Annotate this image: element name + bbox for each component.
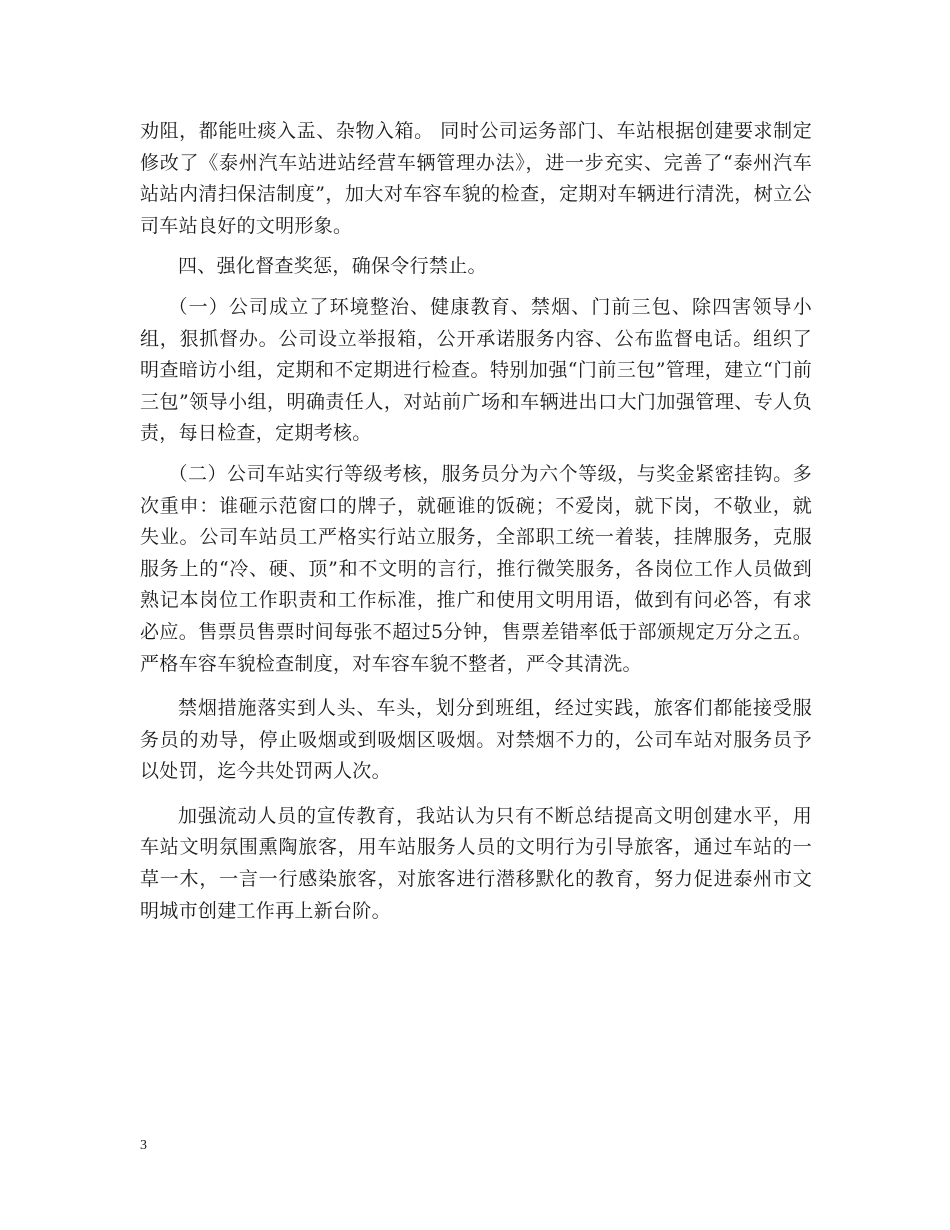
- paragraph-item-one: （一）公司成立了环境整治、健康教育、禁烟、门前三包、除四害领导小组，狠抓督办。公司设立举报箱，公开承诺服务内容、公布监督电话。组织了明查暗访小组，定期和不定期进行检查。特别加强“门前三包”管理，建立“门前三包”领导小组，明确责任人，对站前广场和车辆进出口大门加强管理、专人负责，每日检查，定期考核。: [140, 295, 812, 445]
- paragraph-smoking-ban: 禁烟措施落实到人头、车头，划分到班组，经过实践，旅客们都能接受服务员的劝导，停止吸烟或到吸烟区吸烟。对禁烟不力的，公司车站对服务员予以处罚，迄今共处罚两人次。: [140, 697, 812, 783]
- paragraph-item-two: （二）公司车站实行等级考核，服务员分为六个等级，与奖金紧密挂钩。多次重申：谁砸示范窗口的牌子，就砸谁的饭碗；不爱岗，就下岗，不敬业，就失业。公司车站员工严格实行站立服务，全部职工统一着装，挂牌服务，克服服务上的“冷、硬、顶”和不文明的言行，推行微笑服务，各岗位工作人员做到熟记本岗位工作职责和工作标准，推广和使用文明用语，做到有问必答，有求必应。售票员售票时间每张不超过5分钟，售票差错率低于部颁规定万分之五。严格车容车貌检查制度，对车容车貌不整者，严令其清洗。: [140, 462, 812, 675]
- paragraph-publicity-education: 加强流动人员的宣传教育，我站认为只有不断总结提高文明创建水平，用车站文明氛围熏陶旅客，用车站服务人员的文明行为引导旅客，通过车站的一草一木，一言一行感染旅客，对旅客进行潜移默化的教育，努力促进泰州市文明城市创建工作再上新台阶。: [140, 804, 812, 922]
- document-body: [140, 116, 812, 927]
- section-heading-four: 四、强化督查奖惩，确保令行禁止。: [178, 255, 487, 278]
- paragraph-continuation: 劝阻，都能吐痰入盂、杂物入箱。 同时公司运务部门、车站根据创建要求制定修改了《泰州汽车站进站经营车辆管理办法》，进一步充实、完善了“泰州汽车站站内清扫保洁制度”，加大对车容车貌的检查，定期对车辆进行清洗，树立公司车站良好的文明形象。: [140, 120, 812, 237]
- page-number: 3: [140, 1138, 147, 1153]
